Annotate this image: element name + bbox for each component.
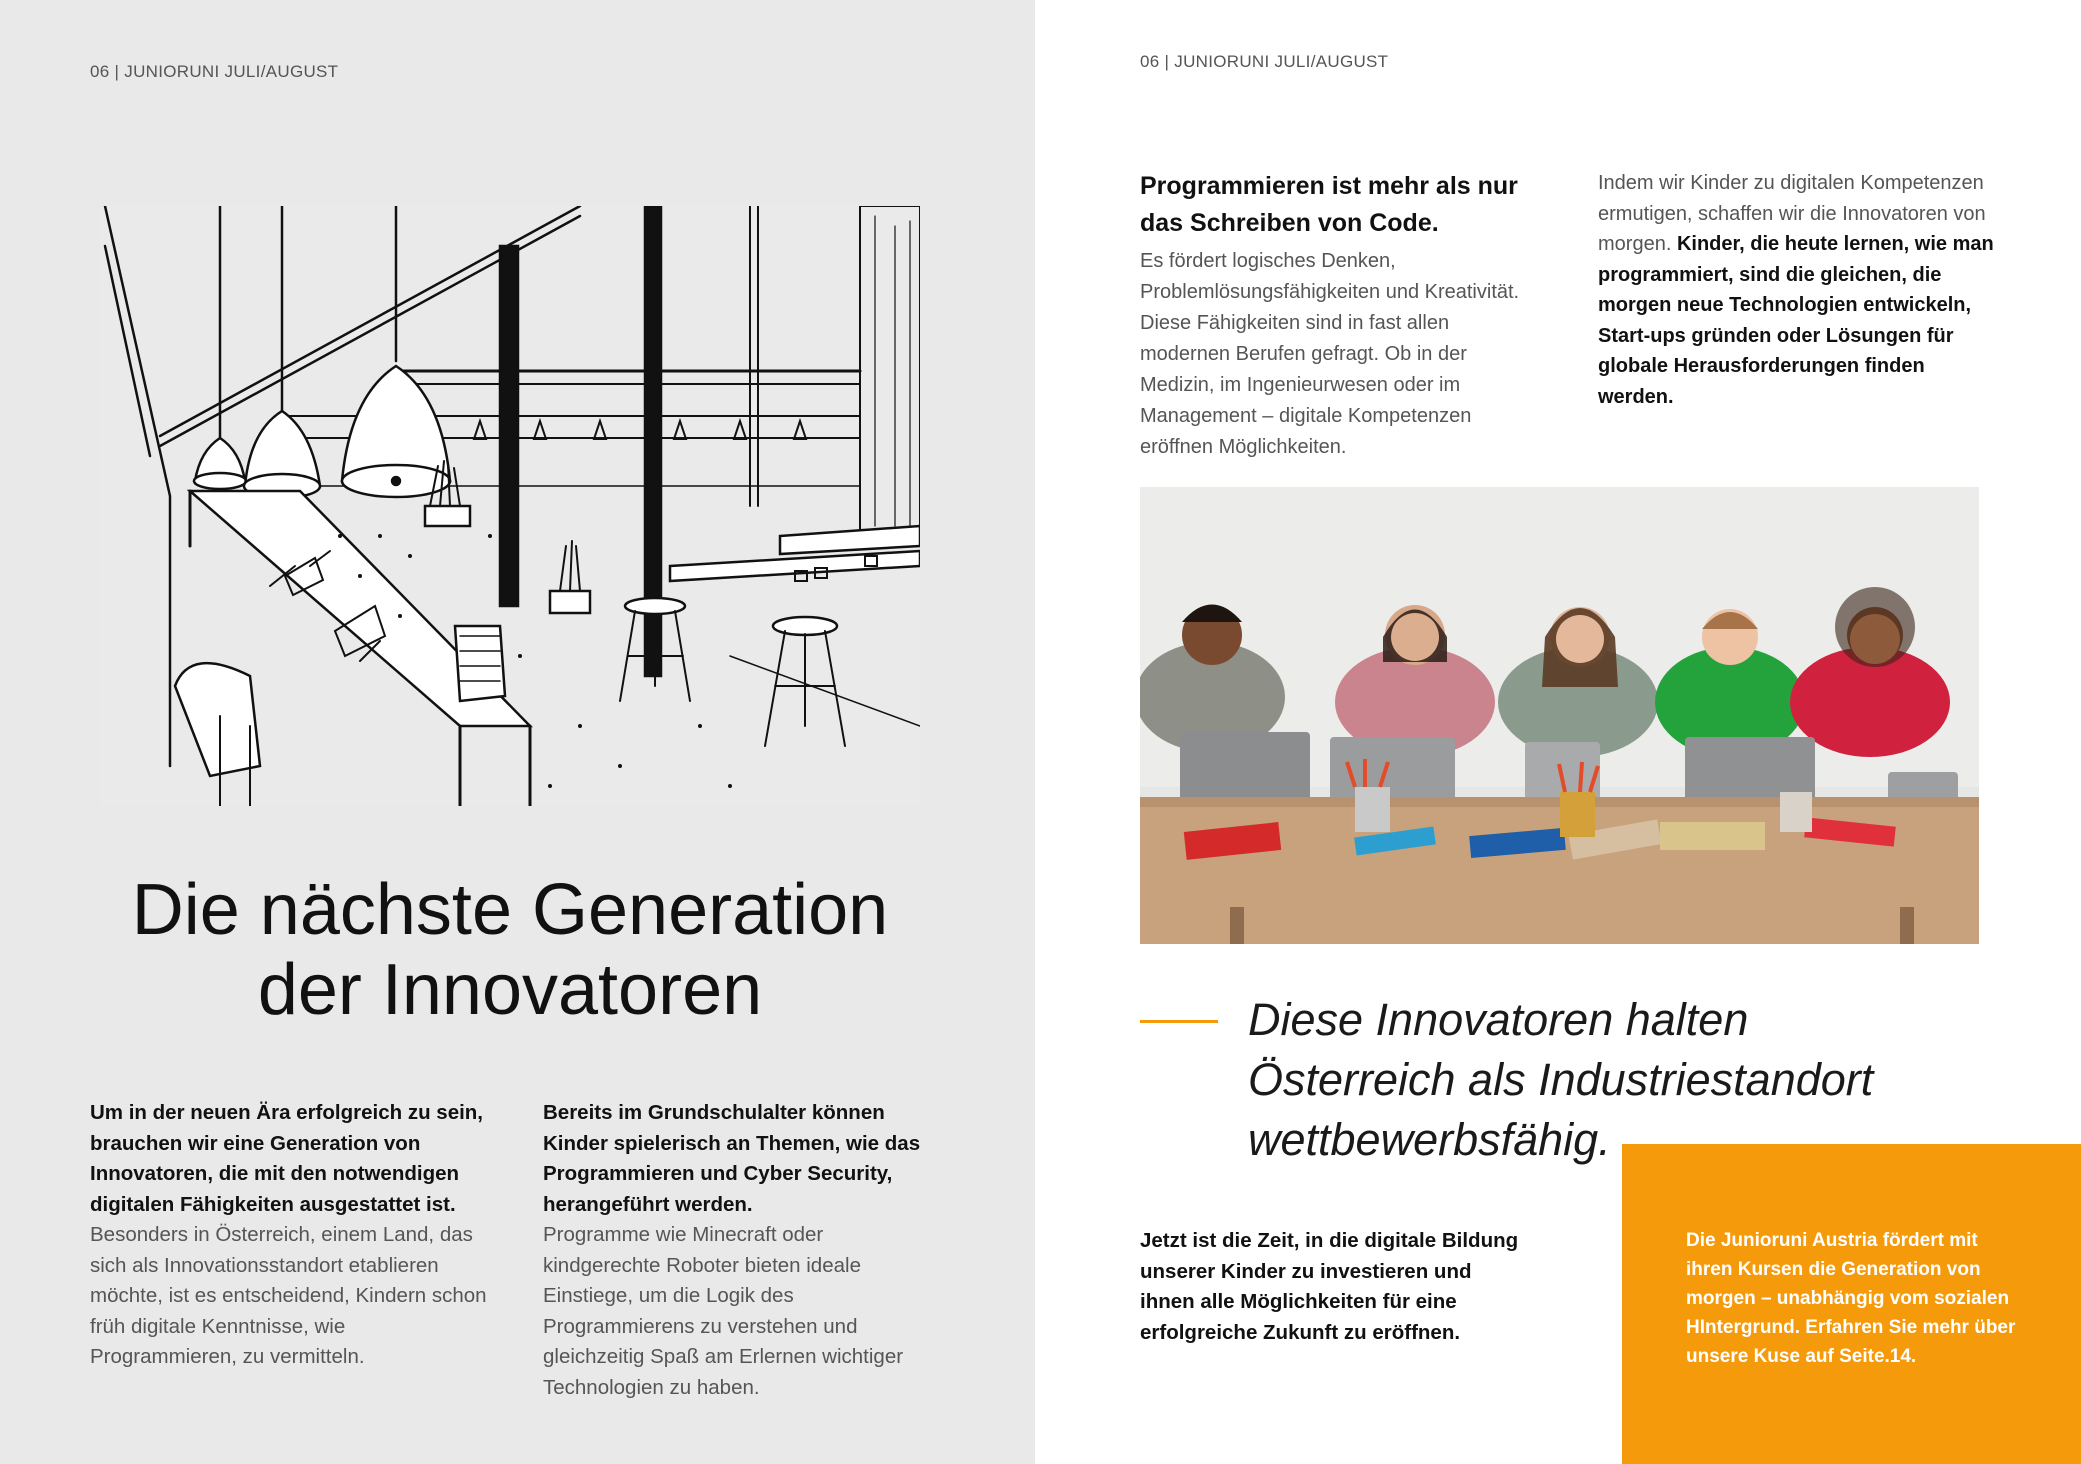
quote-line-1: Diese Innovatoren halten — [1248, 994, 1749, 1045]
quote-line-3: wettbewerbsfähig. — [1248, 1114, 1611, 1165]
right-col2-bold: Kinder, die heute lernen, wie man programmiert, sind die gleichen, die morgen neue Technologien entwickeln, Start-ups gründen oder Lösungen für globale Herausforderungen finden werden. — [1598, 233, 1994, 408]
title-line-2: der Innovatoren — [257, 950, 763, 1030]
right-heading: Programmieren ist mehr als nur das Schreiben von Code. — [1140, 172, 1518, 237]
call-to-action-text: Jetzt ist die Zeit, in die digitale Bildung unserer Kinder zu investieren und ihnen alle Möglichkeiten für eine erfolgreiche Zukunft zu eröffnen. — [1140, 1229, 1519, 1344]
orange-info-text: Die Junioruni Austria fördert mit ihren Kursen die Generation von morgen – unabhängig vom sozialen HIntergrund. Erfahren Sie mehr über unsere Kuse auf Seite.14. — [1686, 1230, 2016, 1367]
left-col2-lead: Bereits im Grundschulalter können Kinder spielerisch an Themen, wie das Programmieren und Cyber Security, herangeführt werden. — [543, 1101, 921, 1216]
left-column-2 — [543, 1098, 933, 1403]
title-line-1: Die nächste Generation — [131, 870, 889, 950]
right-column-2 — [1598, 168, 1998, 412]
right-body-1: Es fördert logisches Denken, Problemlösungsfähigkeiten und Kreativität. Diese Fähigkeiten sind in fast allen modernen Berufen gefragt. Ob in der Medizin, im Ingenieurwesen oder im Management – digitale Kompetenzen eröffnen Möglichkeiten. — [1140, 250, 1520, 458]
right-page-header: 06 | JUNIORUNI JULI/AUGUST — [1140, 52, 1389, 71]
quote-accent-line — [1140, 1020, 1218, 1023]
right-col2-intro: Indem wir Kinder zu digitalen Kompetenzen ermutigen, schaffen wir die Innovatoren von morgen. — [1598, 172, 1986, 255]
article-title — [80, 870, 940, 1030]
left-col1-lead: Um in der neuen Ära erfolgreich zu sein, brauchen wir eine Generation von Innovatoren, die mit den notwendigen digitalen Fähigkeiten ausgestattet ist. — [90, 1101, 484, 1216]
left-col1-body: Besonders in Österreich, einem Land, das sich als Innovationsstandort etablieren möchte, ist es entscheidend, Kindern schon früh digitale Kenntnisse, wie Programmieren, zu vermitteln. — [90, 1223, 487, 1368]
office-sketch-illustration — [100, 206, 920, 806]
left-col2-body: Programme wie Minecraft oder kindgerechte Roboter bieten ideale Einstiege, um die Logik des Programmierens zu verstehen und gleichzeitig Spaß am Erlernen wichtiger Technologien zu haben. — [543, 1223, 904, 1399]
children-with-laptops-photo — [1140, 487, 1979, 944]
left-column-1 — [90, 1098, 490, 1373]
quote-line-2: Österreich als Industriestandort — [1248, 1054, 1874, 1105]
pull-quote — [1248, 990, 2008, 1170]
left-page-header: 06 | JUNIORUNI JULI/AUGUST — [90, 62, 339, 81]
